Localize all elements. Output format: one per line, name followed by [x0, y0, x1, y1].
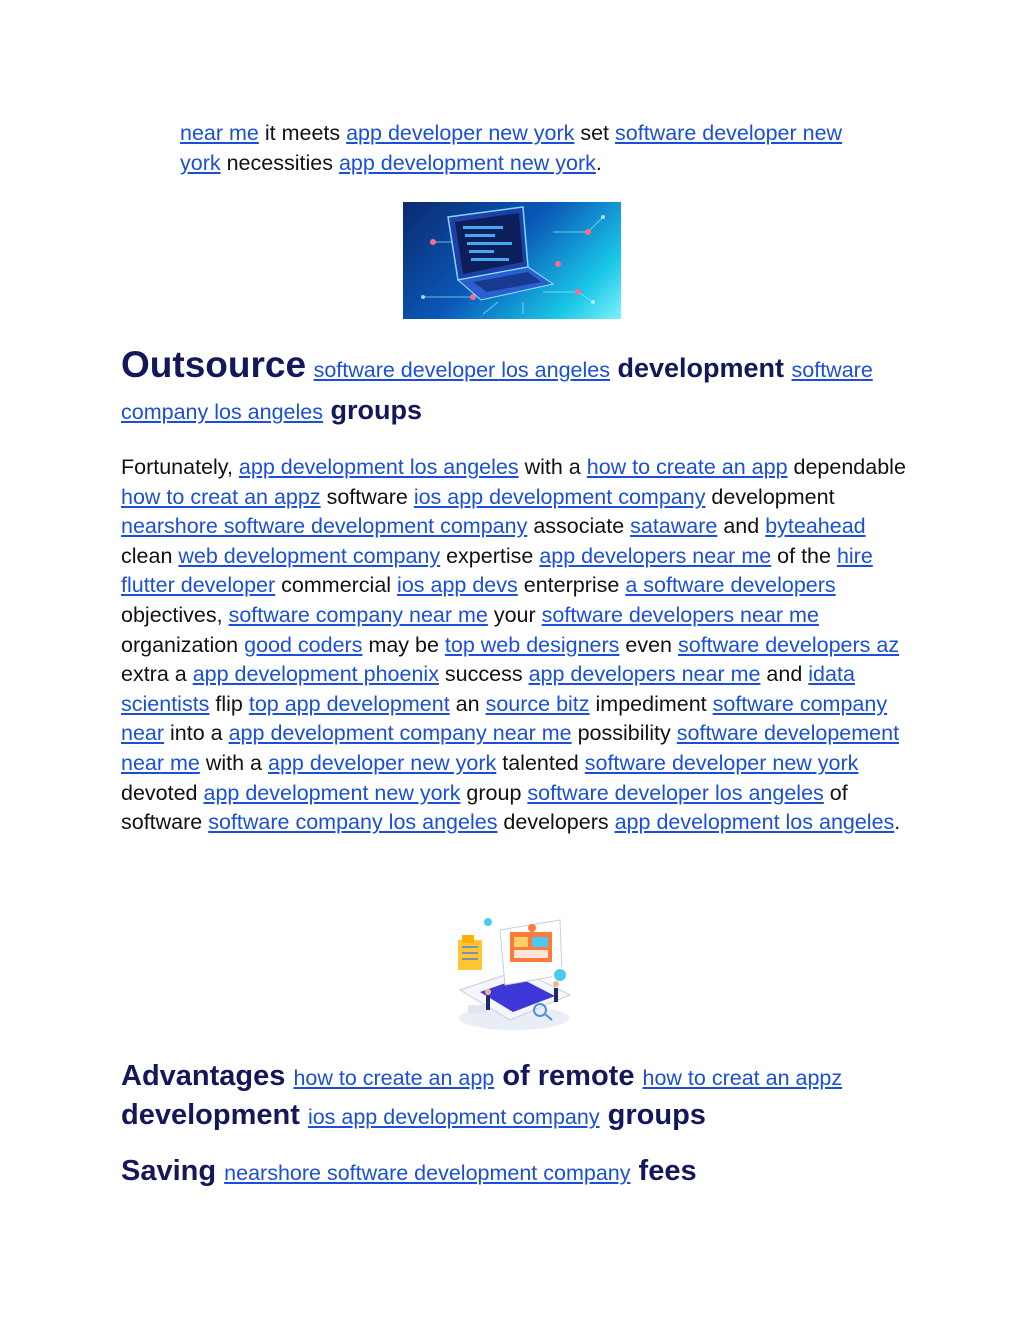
inline-link[interactable]: software company los angeles: [121, 358, 873, 424]
text-span: Advantages: [121, 1060, 294, 1092]
inline-link[interactable]: app development new york: [203, 780, 461, 805]
inline-link[interactable]: app development los angeles: [238, 455, 519, 479]
inline-link[interactable]: software company near: [121, 691, 888, 746]
text-span: .: [894, 810, 901, 835]
heading-lead-word: Outsource: [121, 344, 307, 385]
inline-link[interactable]: software developers az: [678, 632, 900, 657]
inline-link[interactable]: how to creat an appz: [121, 484, 321, 509]
inline-link[interactable]: nearshore software development company: [121, 514, 528, 539]
inline-link[interactable]: software developement near me: [121, 721, 900, 775]
inline-link[interactable]: top app development: [248, 691, 450, 716]
inline-link[interactable]: software developer los angeles: [527, 780, 824, 805]
text-span: developers: [497, 810, 615, 835]
inline-link[interactable]: app developer new york: [268, 750, 497, 775]
text-span: impediment: [589, 691, 713, 716]
inline-link[interactable]: app development los angeles: [614, 810, 895, 835]
text-span: success: [438, 662, 529, 687]
text-span: commercial: [275, 573, 398, 598]
advantages-heading: [121, 1058, 911, 1136]
inline-link[interactable]: sataware: [630, 514, 718, 539]
isometric-app-image: [450, 910, 578, 1035]
text-span: of remote: [494, 1060, 643, 1092]
text-span: of the: [771, 543, 837, 568]
text-span: development: [121, 1099, 308, 1131]
inline-link[interactable]: software developers near me: [541, 602, 819, 627]
text-span: may be: [362, 632, 445, 657]
text-span: devoted: [121, 780, 204, 805]
inline-link[interactable]: near me: [180, 121, 259, 145]
text-span: necessities: [220, 151, 339, 175]
text-span: of software: [121, 780, 848, 835]
text-span: your: [487, 602, 542, 627]
inline-link[interactable]: software developer new york: [584, 750, 859, 775]
text-span: it meets: [258, 121, 347, 145]
inline-link[interactable]: good coders: [244, 632, 363, 657]
inline-link[interactable]: nearshore software development company: [224, 1161, 631, 1185]
body-paragraph: [121, 453, 911, 838]
text-span: Fortunately,: [121, 455, 239, 479]
text-span: with a: [518, 455, 587, 479]
text-span: associate: [527, 514, 631, 539]
text-span: .: [595, 151, 602, 175]
text-span: set: [574, 121, 616, 145]
inline-link[interactable]: how to create an app: [586, 455, 788, 479]
inline-link[interactable]: ios app development company: [307, 1105, 600, 1129]
text-span: flip: [209, 691, 249, 716]
intro-paragraph: [180, 118, 870, 178]
text-span: group: [460, 780, 528, 805]
text-span: objectives,: [121, 602, 229, 627]
text-span: into a: [164, 721, 229, 746]
text-span: and: [717, 514, 766, 539]
text-span: even: [619, 632, 678, 657]
inline-link[interactable]: source bitz: [485, 691, 590, 716]
text-span: Saving: [121, 1155, 225, 1187]
text-span: and: [760, 662, 809, 687]
text-span: fees: [630, 1155, 697, 1187]
text-span: development: [609, 353, 792, 383]
inline-link[interactable]: app developers near me: [528, 662, 761, 687]
text-span: software: [320, 484, 414, 509]
inline-link[interactable]: how to creat an appz: [642, 1066, 843, 1090]
inline-link[interactable]: byteahead: [765, 514, 866, 539]
text-span: with a: [199, 750, 268, 775]
text-span: expertise: [440, 543, 540, 568]
inline-link[interactable]: app development new york: [338, 151, 596, 175]
inline-link[interactable]: hire flutter developer: [121, 543, 873, 598]
inline-link[interactable]: ios app development company: [413, 484, 706, 509]
inline-link[interactable]: how to create an app: [293, 1066, 495, 1090]
text-span: organization: [121, 632, 245, 657]
inline-link[interactable]: software developer los angeles: [313, 358, 610, 382]
inline-link[interactable]: app development company near me: [228, 721, 572, 746]
text-span: enterprise: [517, 573, 626, 598]
inline-link[interactable]: ios app devs: [397, 573, 518, 598]
text-span: groups: [322, 395, 422, 425]
inline-link[interactable]: app developer new york: [346, 121, 575, 145]
text-span: [306, 353, 314, 383]
laptop-circuit-image: [403, 202, 621, 319]
text-span: possibility: [571, 721, 677, 746]
inline-link[interactable]: a software developers: [625, 573, 836, 598]
text-span: groups: [599, 1099, 706, 1131]
outsource-heading: [121, 345, 901, 432]
inline-link[interactable]: software company near me: [228, 602, 488, 627]
saving-heading: [121, 1153, 911, 1192]
inline-link[interactable]: app developers near me: [539, 543, 772, 568]
inline-link[interactable]: top web designers: [444, 632, 620, 657]
text-span: dependable: [787, 455, 906, 479]
inline-link[interactable]: web development company: [178, 543, 441, 568]
inline-link[interactable]: app development phoenix: [192, 662, 439, 687]
inline-link[interactable]: software company los angeles: [208, 810, 498, 835]
text-span: development: [705, 484, 835, 509]
text-span: clean: [121, 543, 179, 568]
text-span: talented: [496, 750, 585, 775]
inline-link[interactable]: idata scientists: [121, 662, 855, 716]
text-span: extra a: [121, 662, 193, 687]
text-span: an: [449, 691, 486, 716]
inline-link[interactable]: software developer new york: [180, 121, 843, 175]
